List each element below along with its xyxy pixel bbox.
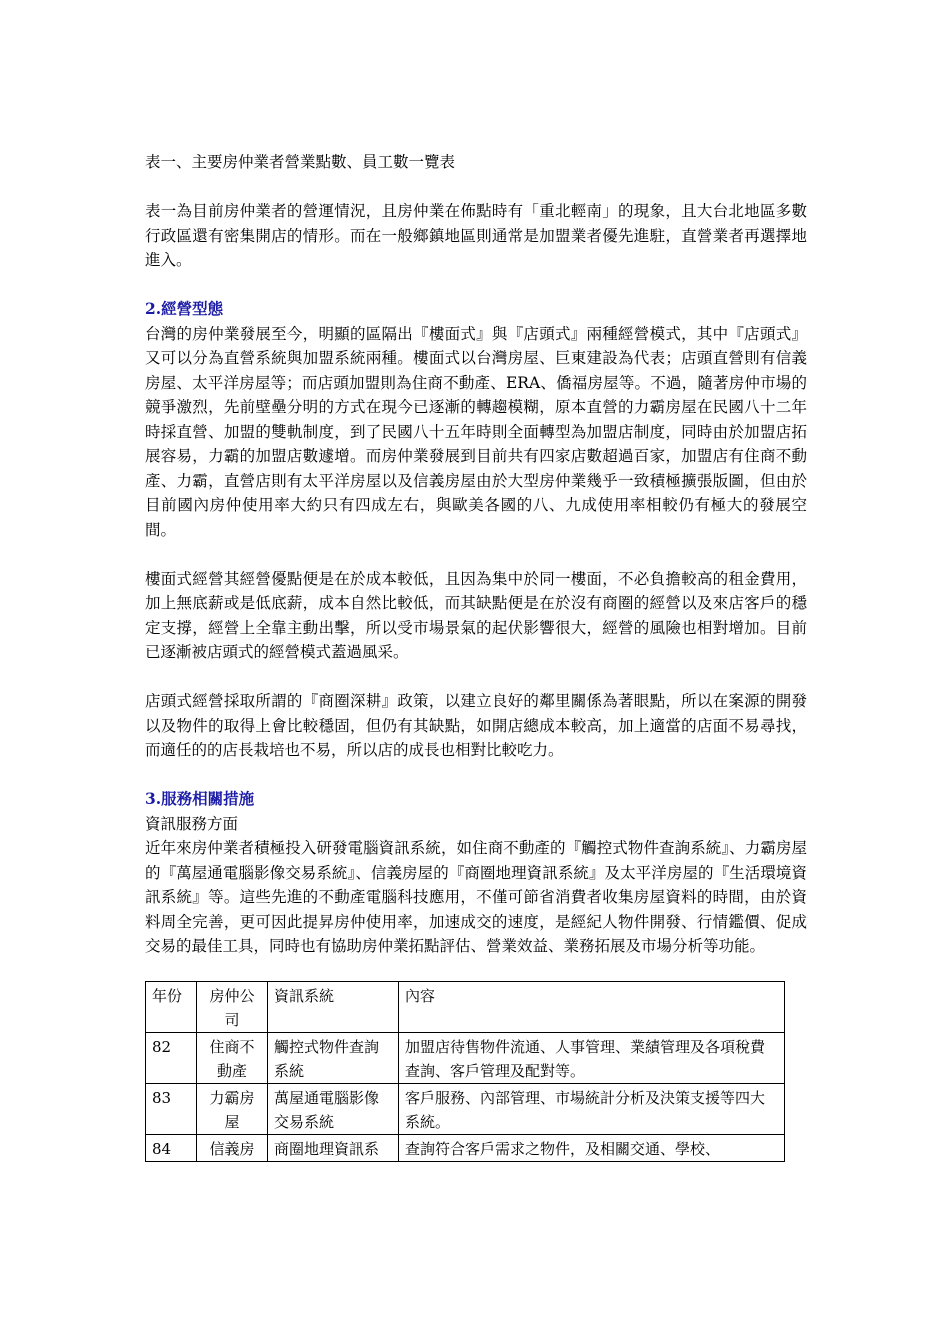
section-heading-services: 3.服務相關措施 — [145, 789, 255, 808]
table-header-row — [146, 981, 785, 1032]
section-heading-business-model: 2.經營型態 — [145, 299, 224, 318]
header-company: 房仲公司 — [197, 981, 268, 1032]
cell-system: 萬屋通電腦影像交易系統 — [268, 1083, 399, 1134]
document-page — [145, 150, 807, 1162]
cell-content: 加盟店待售物件流通、人事管理、業績管理及各項稅費查詢、客戶管理及配對等。 — [399, 1032, 785, 1083]
cell-content: 客戶服務、內部管理、市場統計分析及決策支援等四大系統。 — [399, 1083, 785, 1134]
cell-system: 商圈地理資訊系 — [268, 1134, 399, 1161]
business-model-paragraph-2: 樓面式經營其經營優點便是在於成本較低，且因為集中於同一樓面，不必負擔較高的租金費用，加上無底薪或是低底薪，成本自然比較低，而其缺點便是在於沒有商圈的經營以及來店客戶的穩定支撐，經營上全靠主動出擊，所以受市場景氣的起伏影響很大，經營的風險也相對增加。目前已逐漸被店頭式的經營模式蓋過風采。 — [145, 569, 807, 661]
cell-company: 住商不動產 — [197, 1032, 268, 1083]
cell-year: 84 — [146, 1134, 197, 1161]
info-systems-table — [145, 981, 785, 1162]
services-subheading: 資訊服務方面 — [145, 814, 239, 833]
header-system: 資訊系統 — [268, 981, 399, 1032]
services-paragraph: 近年來房仲業者積極投入研發電腦資訊系統，如住商不動產的『觸控式物件查詢系統』、力霸房屋的『萬屋通電腦影像交易系統』、信義房屋的『商圈地理資訊系統』及太平洋房屋的『生活環境資訊系統』等。這些先進的不動產電腦科技應用，不僅可節省消費者收集房屋資料的時間，由於資料周全完善，更可因此提昇房仲使用率，加速成交的速度，是經紀人物件開發、行情鑑價、促成交易的最佳工具，同時也有協助房仲業拓點評估、營業效益、業務拓展及市場分析等功能。 — [145, 839, 807, 955]
table-caption: 表一、主要房仲業者營業點數、員工數一覽表 — [145, 153, 456, 171]
table-row — [146, 1032, 785, 1083]
cell-content: 查詢符合客戶需求之物件，及相關交通、學校、 — [399, 1134, 785, 1161]
cell-year: 82 — [146, 1032, 197, 1083]
header-content: 內容 — [399, 981, 785, 1032]
cell-company: 力霸房屋 — [197, 1083, 268, 1134]
cell-system: 觸控式物件查詢系統 — [268, 1032, 399, 1083]
cell-company: 信義房 — [197, 1134, 268, 1161]
cell-year: 83 — [146, 1083, 197, 1134]
table-row — [146, 1134, 785, 1161]
business-model-paragraph-3: 店頭式經營採取所謂的『商圈深耕』政策，以建立良好的鄰里關係為著眼點，所以在案源的開發以及物件的取得上會比較穩固，但仍有其缺點，如開店總成本較高，加上適當的店面不易尋找，而適任的的店長栽培也不易，所以店的成長也相對比較吃力。 — [145, 692, 807, 759]
header-year: 年份 — [146, 981, 197, 1032]
table-row — [146, 1083, 785, 1134]
intro-paragraph: 表一為目前房仲業者的營運情況，且房仲業在佈點時有「重北輕南」的現象，且大台北地區多數行政區還有密集開店的情形。而在一般鄉鎮地區則通常是加盟業者優先進駐，直營業者再選擇地進入。 — [145, 202, 807, 269]
business-model-paragraph-1: 台灣的房仲業發展至今，明顯的區隔出『樓面式』與『店頭式』兩種經營模式，其中『店頭式』又可以分為直營系統與加盟系統兩種。樓面式以台灣房屋、巨東建設為代表；店頭直營則有信義房屋、太平洋房屋等；而店頭加盟則為住商不動產、ERA、僑福房屋等。不過，隨著房仲市場的競爭激烈，先前壁壘分明的方式在現今已逐漸的轉趨模糊，原本直營的力霸房屋在民國八十二年時採直營、加盟的雙軌制度，到了民國八十五年時則全面轉型為加盟店制度，同時由於加盟店拓展容易，力霸的加盟店數遽增。而房仲業發展到目前共有四家店數超過百家，加盟店有住商不動產、力霸，直營店則有太平洋房屋以及信義房屋由於大型房仲業幾乎一致積極擴張版圖，但由於目前國內房仲使用率大約只有四成左右，與歐美各國的八、九成使用率相較仍有極大的發展空間。 — [145, 324, 807, 539]
